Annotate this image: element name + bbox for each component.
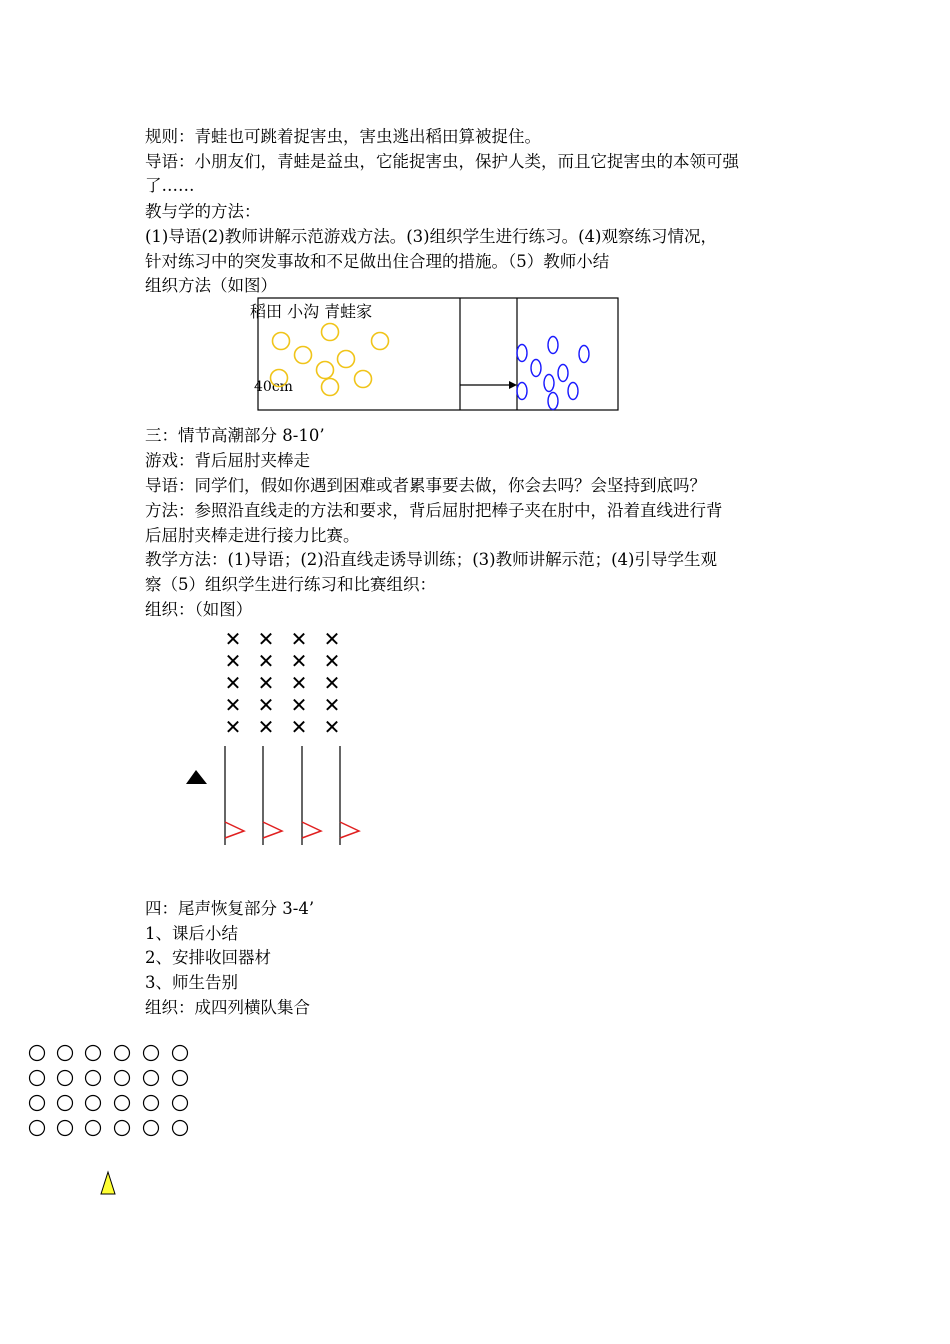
student-cross: ✕ bbox=[290, 627, 308, 651]
student-cross: ✕ bbox=[257, 693, 275, 717]
student-circle bbox=[86, 1071, 101, 1086]
student-circle bbox=[30, 1071, 45, 1086]
teach-line1: 教学方法：(1)导语；(2)沿直线走诱导训练；(3)教师讲解示范；(4)引导学生观 bbox=[145, 550, 717, 569]
student-circle bbox=[173, 1046, 188, 1061]
student-circle bbox=[30, 1096, 45, 1111]
insect-oval bbox=[544, 375, 554, 392]
student-cross: ✕ bbox=[323, 715, 341, 739]
rule-text: 规则：青蛙也可跳着捉害虫，害虫逃出稻田算被捉住。 bbox=[145, 127, 541, 146]
list-item-2: 2、安排收回器材 bbox=[145, 948, 271, 967]
field-labels: 稻田 小沟 青蛙家 bbox=[250, 302, 373, 321]
student-cross: ✕ bbox=[290, 715, 308, 739]
student-cross: ✕ bbox=[224, 649, 242, 673]
insect-oval bbox=[531, 360, 541, 377]
frog-circle bbox=[322, 324, 339, 341]
frog-circle bbox=[295, 347, 312, 364]
insect-oval bbox=[568, 383, 578, 400]
student-circle bbox=[86, 1121, 101, 1136]
student-cross: ✕ bbox=[224, 627, 242, 651]
teacher-triangle bbox=[186, 770, 207, 784]
section4-heading: 四：尾声恢复部分 3-4’ bbox=[145, 899, 315, 918]
section3-heading: 三：情节高潮部分 8-10’ bbox=[145, 426, 325, 445]
flag bbox=[225, 822, 244, 838]
org2-text: 组织：（如图） bbox=[145, 600, 253, 619]
teacher-marker bbox=[101, 1172, 115, 1194]
frog-circle bbox=[372, 333, 389, 350]
student-circle bbox=[86, 1096, 101, 1111]
method-line1: (1)导语(2)教师讲解示范游戏方法。(3)组织学生进行练习。(4)观察练习情况， bbox=[145, 227, 717, 246]
student-circle bbox=[173, 1121, 188, 1136]
insect-ovals bbox=[517, 337, 589, 410]
flag bbox=[302, 822, 321, 838]
student-cross: ✕ bbox=[323, 671, 341, 695]
flag bbox=[263, 822, 282, 838]
student-cross: ✕ bbox=[224, 715, 242, 739]
distance-label: 40cm bbox=[254, 379, 293, 395]
relay-diagram bbox=[186, 627, 359, 845]
student-cross: ✕ bbox=[290, 671, 308, 695]
student-circle bbox=[58, 1096, 73, 1111]
student-crosses bbox=[225, 627, 341, 739]
student-circle bbox=[58, 1046, 73, 1061]
list-item-3: 3、师生告别 bbox=[145, 973, 238, 992]
student-cross: ✕ bbox=[257, 671, 275, 695]
student-cross: ✕ bbox=[290, 693, 308, 717]
student-circle bbox=[115, 1121, 130, 1136]
insect-oval bbox=[517, 345, 527, 362]
student-circle bbox=[115, 1096, 130, 1111]
method-line2: 针对练习中的突发事故和不足做出住合理的措施。（5）教师小结 bbox=[145, 252, 610, 271]
flag bbox=[340, 822, 359, 838]
student-circle bbox=[173, 1071, 188, 1086]
guide2-text: 导语：同学们，假如你遇到困难或者累事要去做，你会去吗？会坚持到底吗？ bbox=[145, 476, 706, 495]
student-circle bbox=[173, 1096, 188, 1111]
teach-line2: 察（5）组织学生进行练习和比赛组织： bbox=[145, 575, 436, 594]
lanes-with-flags bbox=[225, 746, 359, 845]
student-circle bbox=[144, 1096, 159, 1111]
student-circle bbox=[144, 1046, 159, 1061]
guide1-line2: 了…… bbox=[145, 176, 195, 195]
student-cross: ✕ bbox=[224, 671, 242, 695]
guide1-line1: 导语：小朋友们，青蛙是益虫，它能捉害虫，保护人类，而且它捉害虫的本领可强 bbox=[145, 152, 739, 171]
list-item-1: 1、课后小结 bbox=[145, 924, 238, 943]
frog-circle bbox=[273, 333, 290, 350]
frog-circle bbox=[322, 379, 339, 396]
insect-oval bbox=[548, 393, 558, 410]
game-text: 游戏：背后屈肘夹棒走 bbox=[145, 451, 310, 470]
student-circle bbox=[115, 1046, 130, 1061]
insect-oval bbox=[548, 337, 558, 354]
student-cross: ✕ bbox=[224, 693, 242, 717]
student-circle bbox=[115, 1071, 130, 1086]
frog-circle bbox=[355, 371, 372, 388]
student-circle bbox=[144, 1121, 159, 1136]
frog-circle bbox=[338, 351, 355, 368]
insect-oval bbox=[558, 365, 568, 382]
org-method-text: 组织方法（如图） bbox=[145, 276, 277, 295]
org3-text: 组织：成四列横队集合 bbox=[145, 998, 310, 1017]
student-circle bbox=[144, 1071, 159, 1086]
student-circle bbox=[30, 1121, 45, 1136]
student-cross: ✕ bbox=[257, 627, 275, 651]
insect-oval bbox=[579, 346, 589, 363]
frog-circle bbox=[317, 362, 334, 379]
student-cross: ✕ bbox=[290, 649, 308, 673]
method-title: 教与学的方法： bbox=[145, 202, 261, 221]
student-circle bbox=[58, 1121, 73, 1136]
formation-diagram bbox=[30, 1046, 188, 1195]
insect-oval bbox=[517, 383, 527, 400]
student-cross: ✕ bbox=[323, 627, 341, 651]
student-circle bbox=[86, 1046, 101, 1061]
student-cross: ✕ bbox=[323, 693, 341, 717]
method2-line1: 方法：参照沿直线走的方法和要求，背后屈肘把棒子夹在肘中，沿着直线进行背 bbox=[145, 501, 723, 520]
student-cross: ✕ bbox=[257, 715, 275, 739]
student-circles bbox=[30, 1046, 188, 1136]
field-diagram bbox=[250, 298, 618, 410]
student-circle bbox=[58, 1071, 73, 1086]
jump-arrowhead bbox=[509, 381, 517, 389]
student-circle bbox=[30, 1046, 45, 1061]
method2-line2: 后屈肘夹棒走进行接力比赛。 bbox=[145, 526, 360, 545]
student-cross: ✕ bbox=[323, 649, 341, 673]
student-cross: ✕ bbox=[257, 649, 275, 673]
